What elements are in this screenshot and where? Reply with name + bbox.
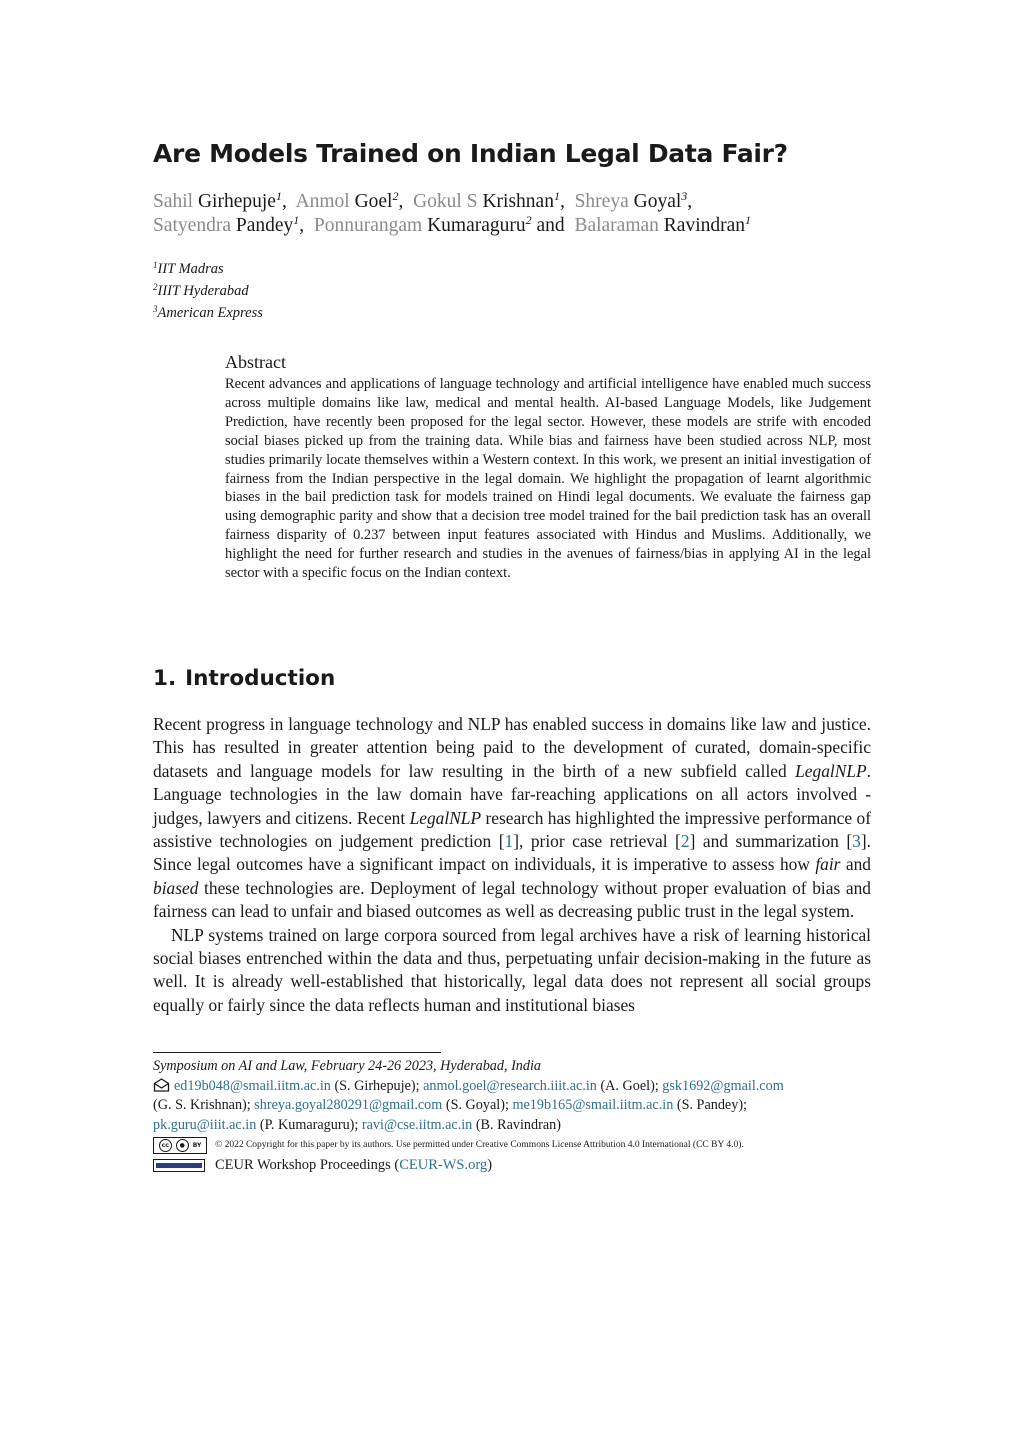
author-list (153, 190, 893, 238)
email-link[interactable]: pk.guru@iiit.ac.in (153, 1116, 257, 1133)
author: Ponnurangam Kumaraguru$^2$ and (313, 213, 565, 236)
email-link[interactable]: ed19b048@smail.iitm.ac.in (174, 1077, 331, 1094)
contact-line-1: ed19b048@smail.iitm.ac.in (S. Girhepuje); anmol.goel@research.iiit.ac.in (A. Goel); gsk1692@gmail.com (153, 1077, 873, 1097)
author-line-1 (153, 190, 893, 214)
email-link[interactable]: shreya.goyal280291@gmail.com (254, 1097, 443, 1113)
section-heading-introduction: 1. Introduction (153, 666, 336, 691)
author: Sahil Girhepuje$^1$, (153, 189, 287, 212)
footnote-rule (153, 1052, 441, 1053)
cc-by-badge (153, 1137, 207, 1154)
paper-title: Are Models Trained on Indian Legal Data Fair? (153, 139, 788, 168)
license-row (153, 1136, 873, 1156)
author-line-2 (153, 214, 893, 238)
affiliation: $^3$American Express (153, 304, 263, 321)
email-link[interactable]: ravi@cse.iitm.ac.in (361, 1116, 473, 1133)
email-link[interactable]: gsk1692@gmail.com (662, 1077, 784, 1094)
abstract-text: Recent advances and applications of language technology and artificial intelligence have enabled much success across multiple domains like law, medical and mental health. AI-based Language Models, like Judgement Prediction, have recently been proposed for the legal sector. However, these models are strife with encoded social biases picked up from the training data. While bias and fairness have been studied across NLP, most studies primarily locate themselves within a Western context. In this work, we present an initial investigation of fairness from the Indian perspective in the legal domain. We highlight the propagation of learnt algorithmic biases in the bail prediction task for models trained on Hindi legal documents. We evaluate the fairness gap using demographic parity and show that a decision tree model trained for the bail prediction task has an overall fairness disparity of 0.237 between input features associated with Hindus and Muslims. Additionally, we highlight the need for further research and studies in the avenues of fairness/bias in applying AI in the legal sector with a specific focus on the Indian context. (225, 376, 871, 582)
abstract-heading: Abstract (225, 352, 286, 372)
envelope-icon (153, 1078, 170, 1092)
email-link[interactable]: anmol.goel@research.iiit.ac.in (423, 1077, 597, 1094)
affiliation: $^1$IIT Madras (153, 260, 224, 277)
attribution-person-icon: ● (176, 1139, 189, 1152)
cc-by-label: BY (192, 1142, 202, 1149)
cc-icon: cc (159, 1139, 172, 1152)
citation-link[interactable]: 3 (852, 831, 861, 852)
ceur-row (153, 1156, 873, 1176)
affiliation: $^2$IIIT Hyderabad (153, 282, 249, 299)
ceur-logo-icon (153, 1159, 205, 1172)
author: Balaraman Ravindran$^1$ (574, 213, 752, 236)
abstract-block (225, 352, 871, 583)
copyright-text: © 2022 Copyright for this paper by its authors. Use permitted under Creative Commons License Attribution 4.0 International (CC BY 4.0). (215, 1140, 744, 1150)
affiliation-list (153, 258, 263, 324)
paragraph: NLP systems trained on large corpora sourced from legal archives have a risk of learning historical social biases entrenched within the data and thus, perpetuating unfair decision-making in the future as well. It is already well-established that historically, legal data does not represent all social groups equally or fairly since the data reflects human and institutional biases (153, 924, 871, 1015)
citation-link[interactable]: 2 (680, 831, 690, 852)
ceur-ws-link[interactable]: CEUR-WS.org (399, 1156, 488, 1173)
author: Shreya Goyal$^3$, (574, 189, 693, 212)
paragraph: Recent progress in language technology and NLP has enabled success in domains like law and justice. This has resulted in greater attention being paid to the development of curated, domain-specific datasets and language models for law resulting in the birth of a new subfield called LegalNLP. Language technologies in the law domain have far-reaching applications on all actors involved - judges, lawyers and citizens. Recent LegalNLP research has highlighted the impressive performance of assistive technologies on judgement prediction [1], prior case retrieval [2] and summarization [3]. Since legal outcomes have a significant impact on individuals, it is imperative to assess how fair and biased these technologies are. Deployment of legal technology without proper evaluation of bias and fairness can lead to unfair and biased outcomes as well as decreasing public trust in the legal system. (153, 714, 871, 922)
author: Anmol Goel$^2$, (295, 189, 404, 212)
email-link[interactable]: me19b165@smail.iitm.ac.in (512, 1097, 674, 1113)
citation-link[interactable]: 1 (504, 831, 514, 852)
ceur-text: CEUR Workshop Proceedings (CEUR-WS.org) (215, 1156, 493, 1173)
contact-line-2: (G. S. Krishnan); shreya.goyal280291@gmail.com (S. Goyal); me19b165@smail.iitm.ac.in (S. Pandey); (153, 1097, 747, 1113)
author: Satyendra Pandey$^1$, (153, 213, 305, 236)
venue-note: Symposium on AI and Law, February 24-26 2023, Hyderabad, India (153, 1058, 542, 1074)
contact-line-3: pk.guru@iiit.ac.in (P. Kumaraguru); ravi@cse.iitm.ac.in (B. Ravindran) (153, 1116, 561, 1133)
introduction-body (153, 713, 871, 1017)
author: Gokul S Krishnan$^1$, (413, 189, 565, 212)
footnotes (153, 1057, 873, 1175)
